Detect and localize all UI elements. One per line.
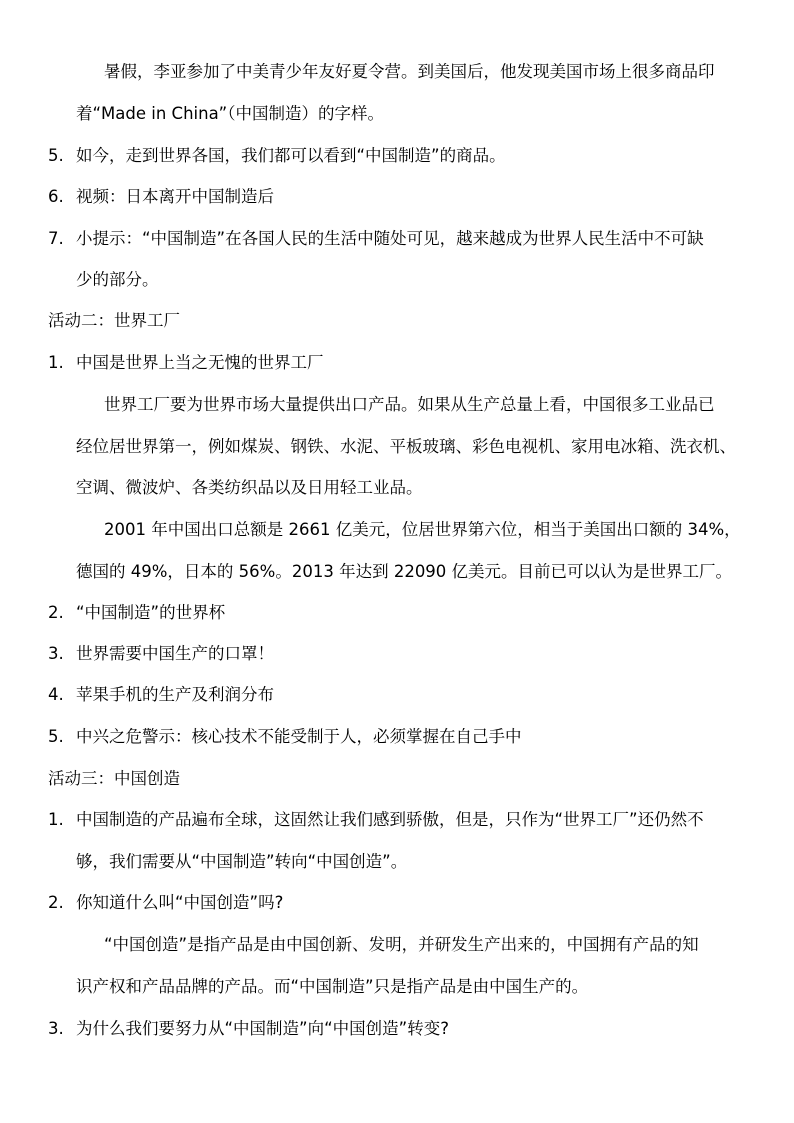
list-item: 为什么我们要努力从“中国制造”向“中国创造”转变? — [76, 1019, 449, 1038]
list-number: 5. — [48, 146, 64, 165]
paragraph-text: 德国的 49%，日本的 56%。2013 年达到 22090 亿美元。目前已可以认为是世界工厂。 — [76, 562, 733, 581]
list-number: 3. — [48, 644, 64, 663]
list-number: 1. — [48, 810, 64, 829]
list-item-continuation: 够，我们需要从“中国制造”转向“中国创造”。 — [76, 852, 408, 871]
list-number: 6. — [48, 187, 64, 206]
list-number: 2. — [48, 893, 64, 912]
paragraph-text: 暑假，李亚参加了中美青少年友好夏令营。到美国后，他发现美国市场上很多商品印 — [104, 62, 715, 81]
list-number: 5. — [48, 727, 64, 746]
list-number: 1. — [48, 353, 64, 372]
section-heading: 活动三：中国创造 — [48, 769, 180, 788]
list-number: 3. — [48, 1019, 64, 1038]
list-item: 苹果手机的生产及利润分布 — [76, 685, 274, 704]
paragraph-text: “中国创造”是指产品是由中国创新、发明，并研发生产出来的，中国拥有产品的知 — [104, 935, 699, 954]
list-number: 4. — [48, 685, 64, 704]
paragraph-text: 着“Made in China”（中国制造）的字样。 — [76, 104, 384, 123]
list-number: 7. — [48, 229, 64, 248]
paragraph-text: 经位居世界第一，例如煤炭、钢铁、水泥、平板玻璃、彩色电视机、家用电冰箱、洗衣机、 — [76, 437, 736, 456]
list-item: 视频：日本离开中国制造后 — [76, 187, 274, 206]
list-item-continuation: 少的部分。 — [76, 270, 159, 289]
list-item: 小提示：“中国制造”在各国人民的生活中随处可见，越来越成为世界人民生活中不可缺 — [76, 229, 704, 248]
list-item: 中兴之危警示：核心技术不能受制于人，必须掌握在自己手中 — [76, 727, 522, 746]
section-heading: 活动二：世界工厂 — [48, 311, 180, 330]
list-item: 你知道什么叫“中国创造”吗? — [76, 893, 284, 912]
list-item: 如今，走到世界各国，我们都可以看到“中国制造”的商品。 — [76, 146, 506, 165]
list-item: 中国制造的产品遍布全球，这固然让我们感到骄傲，但是，只作为“世界工厂”还仍然不 — [76, 810, 704, 829]
list-item: “中国制造”的世界杯 — [76, 603, 226, 622]
paragraph-text: 世界工厂要为世界市场大量提供出口产品。如果从生产总量上看，中国很多工业品已 — [104, 395, 715, 414]
paragraph-text: 识产权和产品品牌的产品。而“中国制造”只是指产品是由中国生产的。 — [76, 977, 589, 996]
list-item: 世界需要中国生产的口罩！ — [76, 644, 274, 663]
list-item: 中国是世界上当之无愧的世界工厂 — [76, 353, 324, 372]
paragraph-text: 空调、微波炉、各类纺织品以及日用轻工业品。 — [76, 478, 423, 497]
paragraph-text: 2001 年中国出口总额是 2661 亿美元，位居世界第六位，相当于美国出口额的 34%， — [104, 520, 741, 539]
list-number: 2. — [48, 603, 64, 622]
